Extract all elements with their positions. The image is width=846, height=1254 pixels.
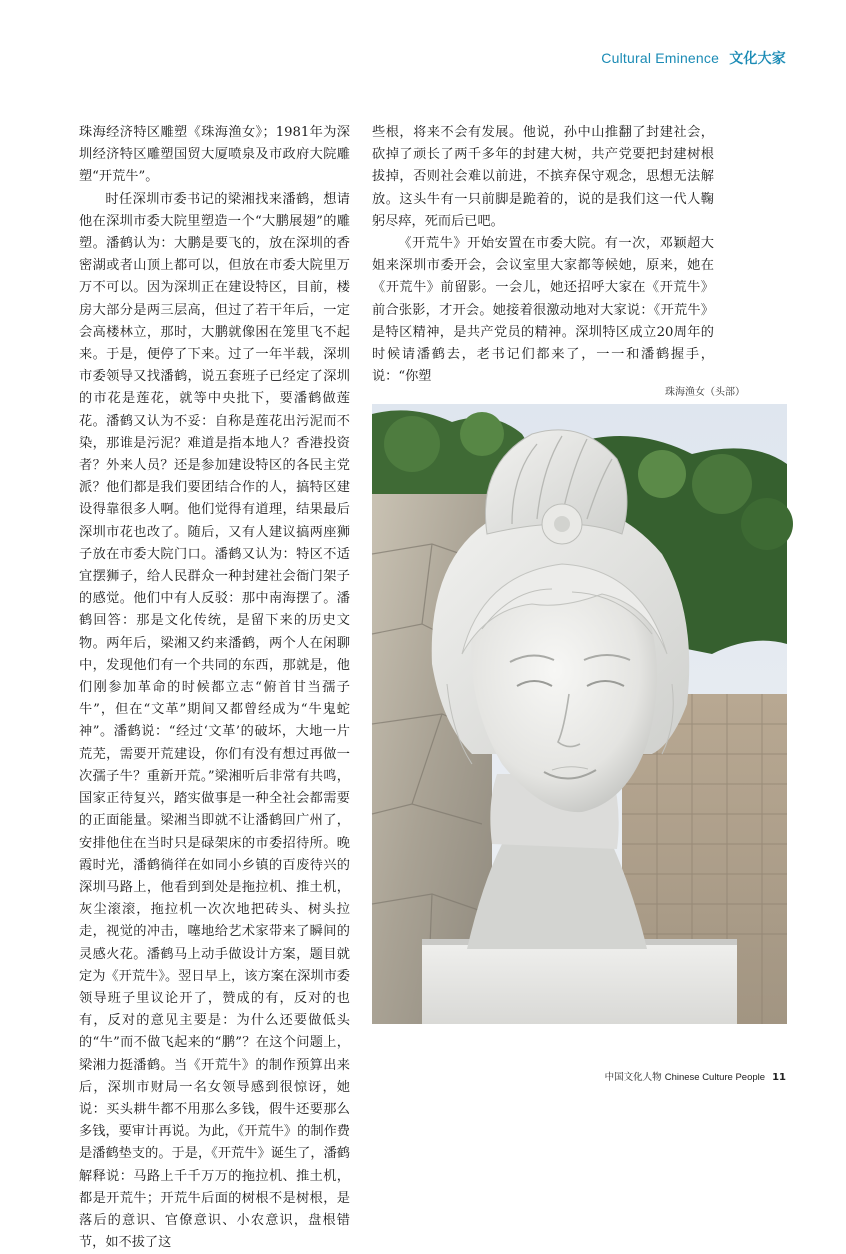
sculpture-photo [372, 404, 787, 1024]
page-number: 11 [772, 1072, 786, 1083]
photo-caption: 珠海渔女（头部） [665, 387, 745, 398]
paragraph: 时任深圳市委书记的梁湘找来潘鹤，想请他在深圳市委大院里塑造一个“大鹏展翅”的雕塑。潘鹤认为：大鹏是要飞的，放在深圳的香密湖或者山顶上都可以，但放在市委大院里万万不可以。因为深圳正在建设特区，目前，楼房大部分是两三层高，但过了若干年后，一定会高楼林立，那时，大鹏就像困在笼里飞不起来。于是，便停了下来。过了一年半载，深圳市委领导又找潘鹤，说五套班子已经定了深圳的市花是莲花，就等中央批下，要潘鹤做莲花。潘鹤又认为不妥：自称是莲花出污泥而不染，那谁是污泥？难道是指本地人？香港投资者？外来人员？还是参加建设特区的各民主党派？他们都是我们要团结合作的人，搞特区建设得靠很多人啊。他们觉得有道理，结果最后深圳市花也改了。随后，又有人建议搞两座狮子放在市委大院门口。潘鹤又认为：特区不适宜摆狮子，给人民群众一种封建社会衙门架子的感觉。他们中有人反驳：那中南海摆了。潘鹤回答：那是文化传统，是留下来的历史文物。两年后，梁湘又约来潘鹤，两个人在闲聊中，发现他们有一个共同的东西，那就是，他们刚参加革命的时候都立志“俯首甘当孺子牛”，但在“文革”期间又都曾经成为“牛鬼蛇神”。潘鹤说：“经过‘文革’的破坏，大地一片荒芜，需要开荒建设，你们有没有想过再做一次孺子牛？重新开荒。”梁湘听后非常有共鸣，国家正待复兴，踏实做事是一种全社会都需要的正面能量。梁湘当即就不让潘鹤回广州了，安排他住在当时只是碌架床的市委招待所。晚霞时光，潘鹤徜徉在如同小乡镇的百废待兴的深圳马路上，他看到到处是拖拉机、推土机，灰尘滚滚，拖拉机一次次地把砖头、树头拉走，视觉的冲击，噻地给艺术家带来了瞬间的灵感火花。潘鹤马上动手做设计方案，题目就定为《开荒牛》。翌日早上，该方案在深圳市委领导班子里议论开了，赞成的有，反对的也有，反对的意见主要是：为什么还要做低头的“牛”而不做飞起来的“鹏”？在这个问题上，梁湘力挺潘鹤。当《开荒牛》的制作预算出来后，深圳市财局一名女领导感到很惊讶，她说：买头耕牛都不用那么多钱，假牛还要那么多钱，要审计再说。为此，《开荒牛》的制作费是潘鹤垫支的。于是，《开荒牛》诞生了，潘鹤解释说：马路上千千万万的拖拉机、推土机，都是开荒牛；开荒牛后面的树根不是树根，是落后的意识、官僚意识、小农意识，盘根错节，如不拔了这 [79, 191, 350, 1251]
section-header [601, 48, 786, 68]
paragraph: 《开荒牛》开始安置在市委大院。有一次，邓颖超大姐来深圳市委开会，会议室里大家都等候她，原来，她在《开荒牛》前留影。一会儿，她还招呼大家在《开荒牛》前合张影，才开会。她接着很激动地对大家说：《开荒牛》是特区精神，是共产党员的精神。深圳特区成立20周年的时候请潘鹤去，老书记们都来了，一一和潘鹤握手，说：“你塑 [372, 236, 714, 385]
magazine-name-en: Chinese Culture People [664, 1072, 766, 1083]
paragraph: 珠海经济特区雕塑《珠海渔女》；1981年为深圳经济特区雕塑国贸大厦喷泉及市政府大院雕塑“开荒牛”。 [79, 125, 350, 185]
section-title-en: Cultural Eminence [601, 50, 720, 66]
left-text-column [79, 122, 350, 1251]
magazine-name-zh: 中国文化人物 [604, 1072, 662, 1083]
section-title-zh: 文化大家 [729, 50, 786, 66]
paragraph: 些根，将来不会有发展。他说，孙中山推翻了封建社会，砍掉了顽长了两千多年的封建大树，共产党要把封建树根拔掉，否则社会难以前进，不摈弃保守观念，思想无法解放。这头牛有一只前脚是跪着的，说的是我们这一代人鞠躬尽瘁，死而后已吧。 [372, 125, 714, 229]
sculpture-illustration [372, 404, 787, 1024]
page-footer [605, 1069, 786, 1083]
right-text-column [372, 122, 714, 388]
